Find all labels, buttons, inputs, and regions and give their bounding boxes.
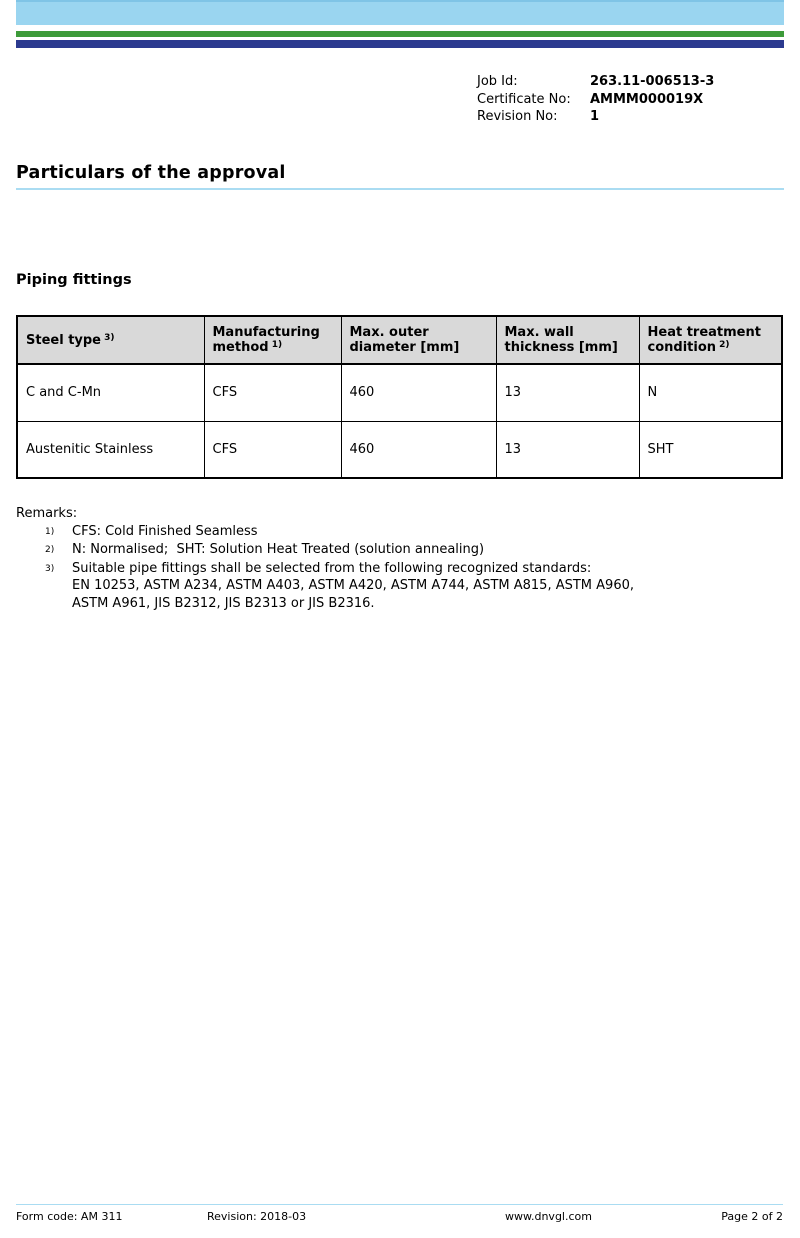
remark-footnote-marker: 2) [45,545,55,556]
remark-text-line: EN 10253, ASTM A234, ASTM A403, ASTM A420, ASTM A744, ASTM A815, ASTM A960, [72,578,634,594]
footer-revision: Revision: 2018-03 [207,1210,307,1223]
meta-row-certificate-no [477,91,714,109]
remark-item [45,541,784,560]
brand-band-light-blue [16,0,784,25]
table-cell: 13 [496,421,639,478]
table-header-cell: Max. outer diameter [mm] [341,316,496,364]
footer-website: www.dnvgl.com [505,1210,592,1223]
remark-text [72,560,784,613]
remarks-list [16,523,784,613]
remarks-section [16,505,784,613]
piping-fittings-table [16,315,783,479]
job-id-label: Job Id: [477,74,518,89]
table-cell: N [639,364,782,421]
table-header-cell: Heat treatment condition $^{2)}$ [639,316,782,364]
table-header-row [17,316,782,364]
table-cell: Austenitic Stainless [17,421,204,478]
table-cell: 13 [496,364,639,421]
certificate-no-label: Certificate No: [477,91,571,107]
table-cell: SHT [639,421,782,478]
table-cell: 460 [341,421,496,478]
table-row [17,364,782,421]
footnote-reference: 3) [101,332,115,343]
footer-inner [16,1205,783,1227]
table-cell: CFS [204,364,341,421]
meta-row-revision-no [477,108,714,126]
remark-text-line: Suitable pipe fittings shall be selected from the following recognized standards: [72,560,592,576]
remark-text [72,523,784,541]
revision-no-value: 1 [590,109,600,124]
table-body [17,364,782,478]
remark-footnote-marker: 3) [45,563,55,574]
table-header-cell: Steel type $^{3)}$ [17,316,204,364]
table-row [17,421,782,478]
remark-footnote-marker: 1) [45,526,55,537]
job-id-value: 263.11-006513-3 [590,74,715,89]
section-title: Particulars of the approval [16,163,784,190]
brand-stripe-dark-blue [16,40,784,48]
footer-page-number: Page 2 of 2 [721,1210,783,1223]
remark-text-line: ASTM A961, JIS B2312, JIS B2313 or JIS B2316. [72,595,375,611]
footer-form-code: Form code: AM 311 [16,1210,123,1223]
document-meta [477,73,714,126]
remark-item [45,560,784,613]
certificate-no-value: AMMM000019X [590,91,704,107]
remarks-title: Remarks: [16,506,78,521]
meta-row-job-id [477,73,714,91]
table-head [17,316,782,364]
remark-text-line: N: Normalised; SHT: Solution Heat Treated (solution annealing) [72,542,485,558]
remark-text-line: CFS: Cold Finished Seamless [72,523,258,539]
remark-text [72,541,784,559]
table-cell: CFS [204,421,341,478]
subsection-title: Piping fittings [16,272,132,288]
revision-no-label: Revision No: [477,109,558,124]
brand-stripe-green [16,31,784,37]
table-cell: 460 [341,364,496,421]
remark-item [45,523,784,542]
table-header-cell: Max. wall thickness [mm] [496,316,639,364]
table-cell: C and C-Mn [17,364,204,421]
footnote-reference: 2) [716,340,730,350]
page-footer [16,1204,783,1230]
table-header-cell: Manufacturing method $^{1)}$ [204,316,341,364]
footnote-reference: 1) [268,340,283,350]
